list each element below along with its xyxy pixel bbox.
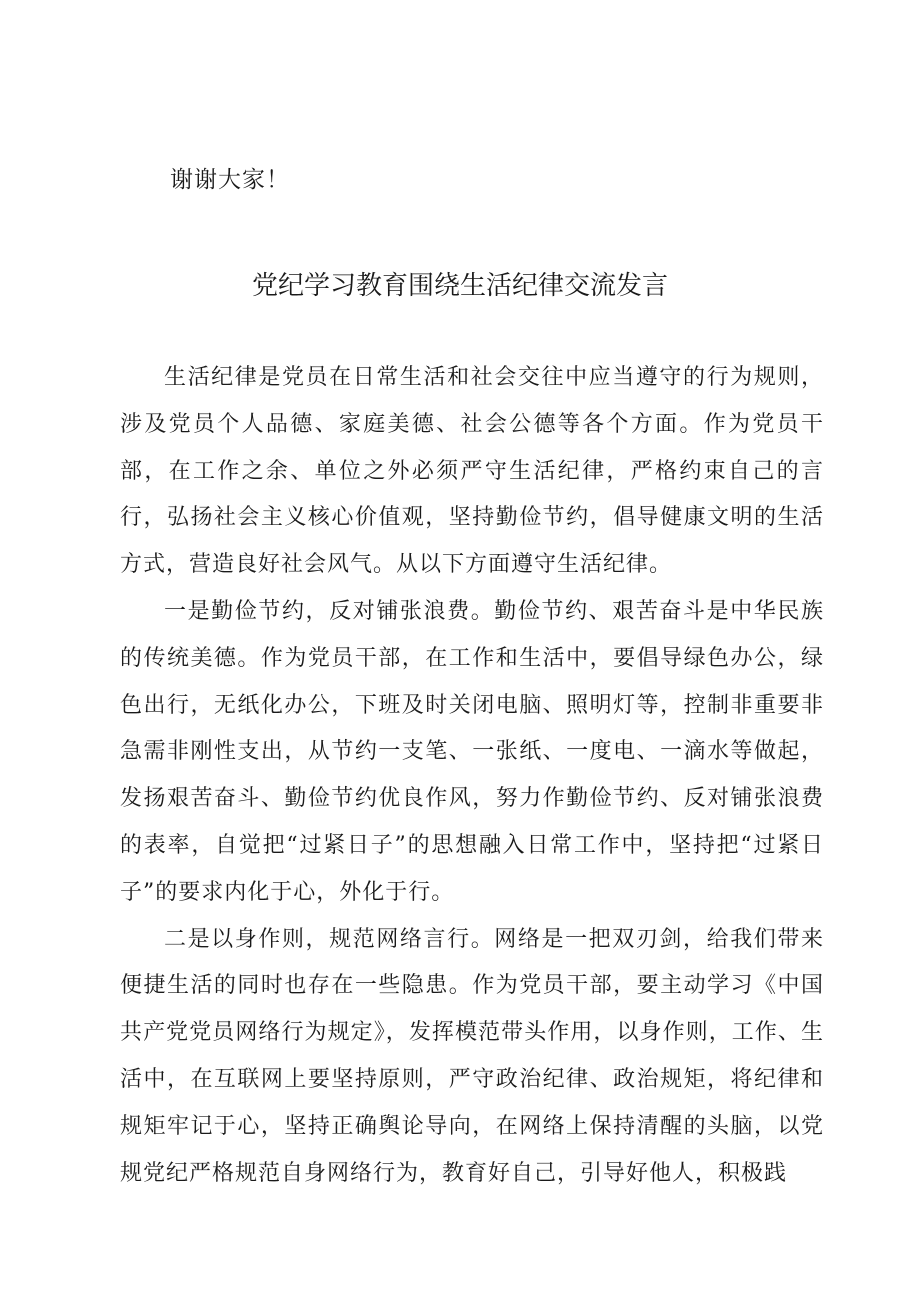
document-body bbox=[120, 355, 824, 1197]
paragraph-frugality: 一是勤俭节约，反对铺张浪费。勤俭节约、艰苦奋斗是中华民族的传统美德。作为党员干部，在工作和生活中，要倡导绿色办公，绿色出行，无纸化办公，下班及时关闭电脑、照明灯等，控制非重要非急需非刚性支出，从节约一支笔、一张纸、一度电、一滴水等做起，发扬艰苦奋斗、勤俭节约优良作风，努力作勤俭节约、反对铺张浪费的表率，自觉把“过紧日子”的思想融入日常工作中，坚持把“过紧日子”的要求内化于心，外化于行。 bbox=[120, 598, 824, 905]
closing-remark: 谢谢大家！ bbox=[170, 167, 290, 193]
document-title: 党纪学习教育围绕生活纪律交流发言 bbox=[251, 271, 668, 301]
paragraph-intro: 生活纪律是党员在日常生活和社会交往中应当遵守的行为规则，涉及党员个人品德、家庭美德、社会公德等各个方面。作为党员干部，在工作之余、单位之外必须严守生活纪律，严格约束自己的言行，弘扬社会主义核心价值观，坚持勤俭节约，倡导健康文明的生活方式，营造良好社会风气。从以下方面遵守生活纪律。 bbox=[120, 365, 824, 578]
paragraph-online-conduct: 二是以身作则，规范网络言行。网络是一把双刃剑，给我们带来便捷生活的同时也存在一些隐患。作为党员干部，要主动学习《中国共产党党员网络行为规定》，发挥模范带头作用，以身作则，工作、生活中，在互联网上要坚持原则，严守政治纪律、政治规矩，将纪律和规矩牢记于心，坚持正确舆论导向，在网络上保持清醒的头脑，以党规党纪严格规范自身网络行为，教育好自己，引导好他人，积极践 bbox=[120, 926, 824, 1186]
